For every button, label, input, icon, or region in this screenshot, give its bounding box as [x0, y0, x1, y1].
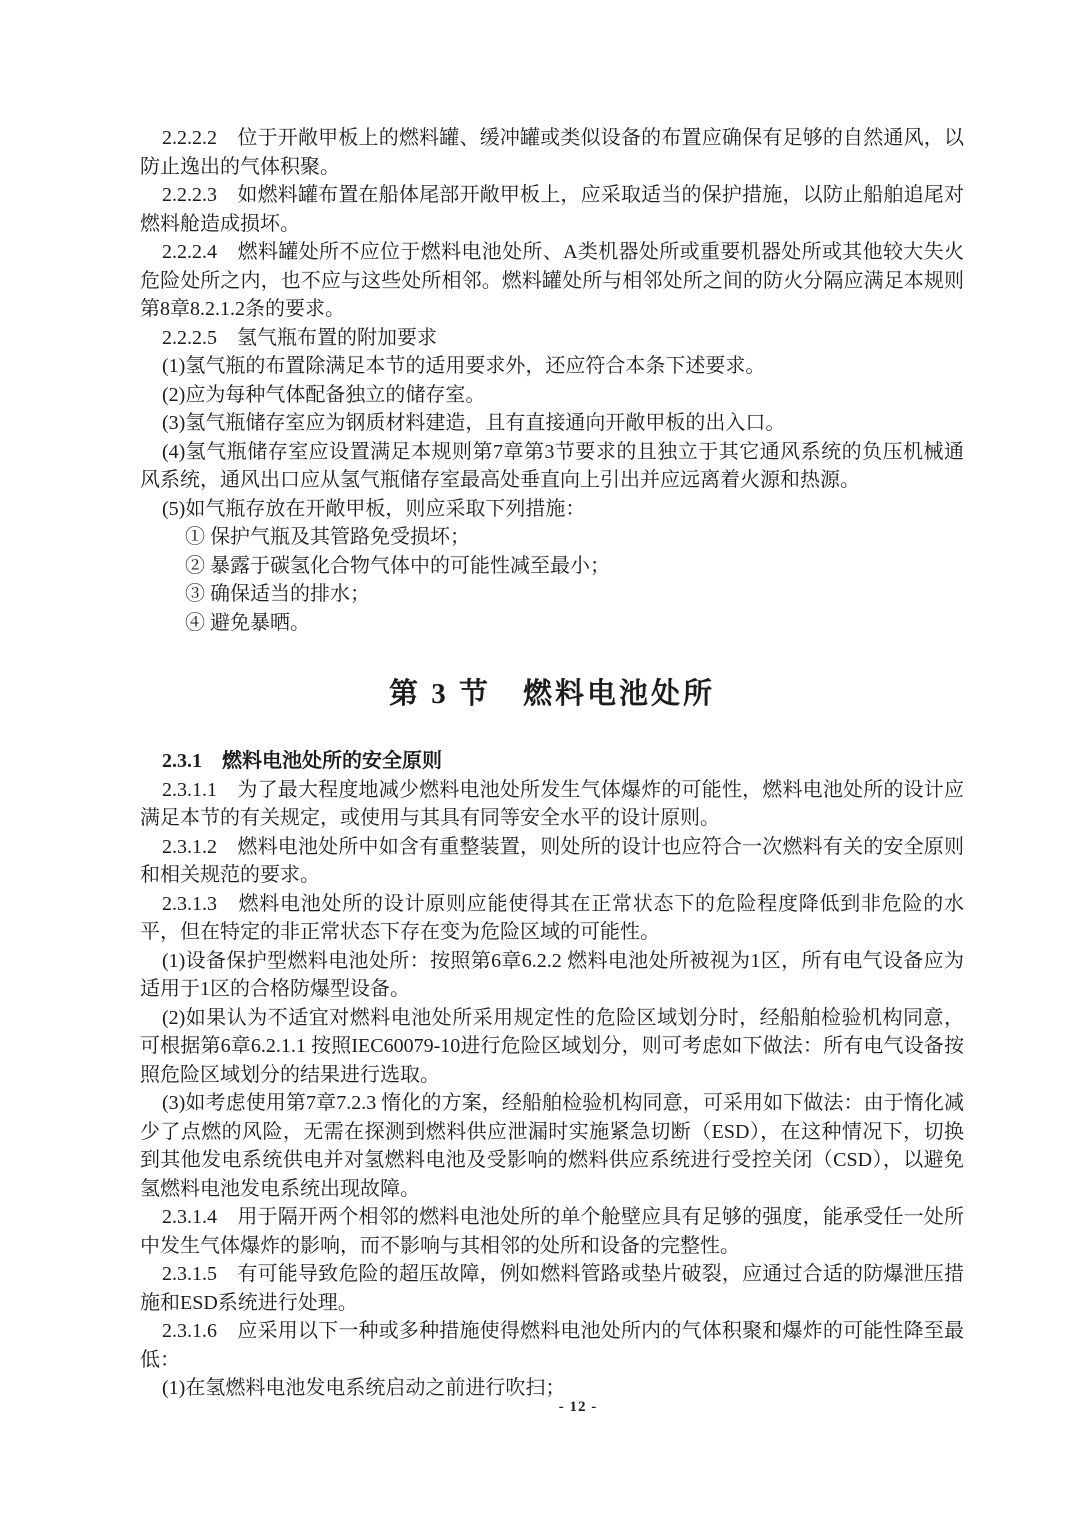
document-content	[140, 124, 964, 1403]
list-item: (3)如考虑使用第7章7.2.3 惰化的方案，经船舶检验机构同意，可采用如下做法：由于惰化减少了点燃的风险，无需在探测到燃料供应泄漏时实施紧急切断（ESD），在这种情况下，切换到其他发电系统供电并对氢燃料电池及受影响的燃料供应系统进行受控关闭（CSD），以避免氢燃料电池发电系统出现故障。	[140, 1092, 964, 1200]
section-3-heading: 第 3 节 燃料电池处所	[388, 678, 715, 710]
clause-2313: 2.3.1.3 燃料电池处所的设计原则应能使得其在正常状态下的危险程度降低到非危险的水平，但在特定的非正常状态下存在变为危险区域的可能性。	[140, 892, 964, 943]
clause-2224: 2.2.2.4 燃料罐处所不应位于燃料电池处所、A类机器处所或重要机器处所或其他较大失火危险处所之内，也不应与这些处所相邻。燃料罐处所与相邻处所之间的防火分隔应满足本规则第8章8.2.1.2条的要求。	[140, 241, 964, 320]
clause-2315: 2.3.1.5 有可能导致危险的超压故障，例如燃料管路或垫片破裂，应通过合适的防爆泄压措施和ESD系统进行处理。	[140, 1263, 964, 1314]
clause-2314: 2.3.1.4 用于隔开两个相邻的燃料电池处所的单个舱壁应具有足够的强度，能承受任一处所中发生气体爆炸的影响，而不影响与其相邻的处所和设备的完整性。	[140, 1206, 964, 1257]
clause-2223: 2.2.2.3 如燃料罐布置在船体尾部开敞甲板上，应采取适当的保护措施，以防止船舶追尾对燃料舱造成损坏。	[140, 184, 964, 235]
clause-2312: 2.3.1.2 燃料电池处所中如含有重整装置，则处所的设计也应符合一次燃料有关的安全原则和相关规范的要求。	[140, 835, 964, 886]
list-item: (1)设备保护型燃料电池处所：按照第6章6.2.2 燃料电池处所被视为1区，所有电气设备应为适用于1区的合格防爆型设备。	[140, 949, 964, 1000]
clause-2311: 2.3.1.1 为了最大程度地减少燃料电池处所发生气体爆炸的可能性，燃料电池处所的设计应满足本节的有关规定，或使用与其具有同等安全水平的设计原则。	[140, 778, 964, 829]
list-item: (2)应为每种气体配备独立的储存室。	[162, 383, 486, 406]
list-item-circled: ③ 确保适当的排水；	[185, 583, 370, 605]
list-item: (2)如果认为不适宜对燃料电池处所采用规定性的危险区域划分时，经船舶检验机构同意，可根据第6章6.2.1.1 按照IEC60079-10进行危险区域划分，则可考虑如下做法：所有电气设备按照危险区域划分的结果进行选取。	[140, 1006, 964, 1086]
list-item: (1)在氢燃料电池发电系统启动之前进行吹扫；	[162, 1377, 566, 1399]
clause-2316: 2.3.1.6 应采用以下一种或多种措施使得燃料电池处所内的气体积聚和爆炸的可能性降至最低：	[140, 1320, 964, 1371]
list-item: (4)氢气瓶储存室应设置满足本规则第7章第3节要求的且独立于其它通风系统的负压机械通风系统，通风出口应从氢气瓶储存室最高处垂直向上引出并应远离着火源和热源。	[140, 440, 964, 491]
list-item: (5)如气瓶存放在开敞甲板，则应采取下列措施：	[162, 497, 586, 520]
list-item: (3)氢气瓶储存室应为钢质材料建造，且有直接通向开敞甲板的出入口。	[162, 412, 786, 434]
list-item-circled: ④ 避免暴晒。	[185, 611, 310, 634]
subheading-231: 2.3.1 燃料电池处所的安全原则	[162, 750, 442, 772]
page-number: - 12 -	[558, 1399, 598, 1415]
clause-2222: 2.2.2.2 位于开敞甲板上的燃料罐、缓冲罐或类似设备的布置应确保有足够的自然通风，以防止逸出的气体积聚。	[140, 127, 964, 178]
list-item-circled: ① 保护气瓶及其管路免受损坏；	[185, 526, 470, 548]
list-item: (1)氢气瓶的布置除满足本节的适用要求外，还应符合本条下述要求。	[162, 355, 766, 377]
clause-2225: 2.2.2.5 氢气瓶布置的附加要求	[162, 326, 437, 349]
list-item-circled: ② 暴露于碳氢化合物气体中的可能性减至最小；	[185, 554, 610, 577]
